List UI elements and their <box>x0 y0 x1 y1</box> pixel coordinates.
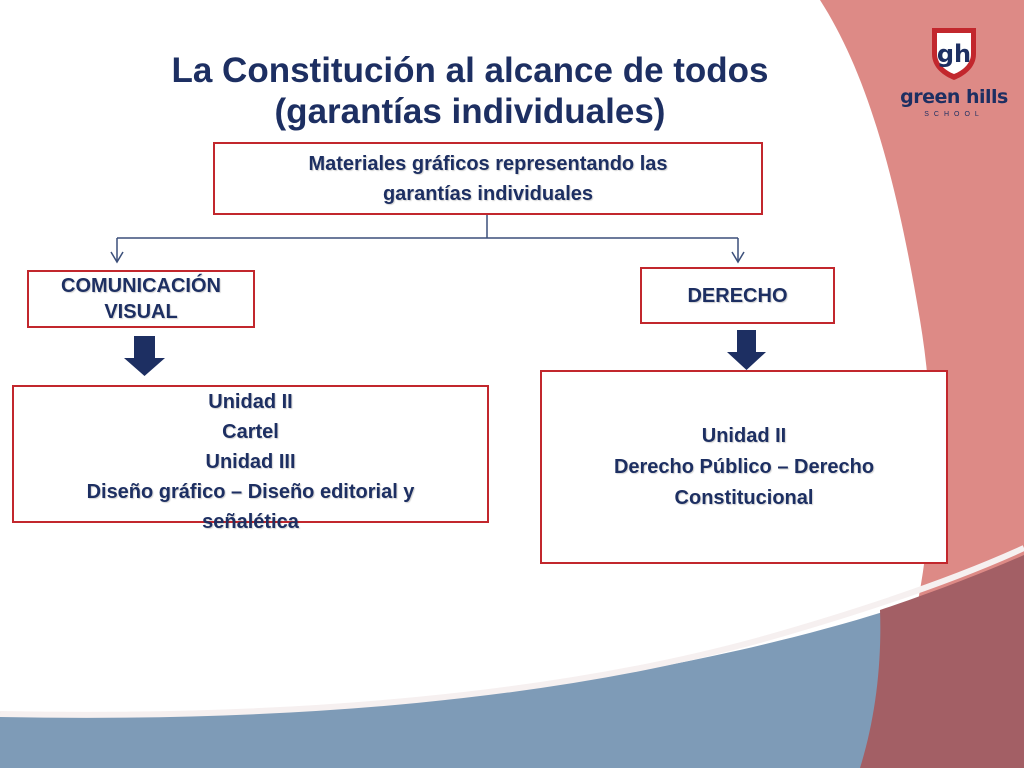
comunicacion-visual-detail <box>12 385 489 533</box>
left-detail-line: Cartel <box>222 421 279 443</box>
comunicacion-visual-node <box>27 270 255 328</box>
logo-mark-text: gh <box>936 40 972 68</box>
root-node <box>213 142 763 215</box>
right-detail-line: Unidad II <box>701 424 787 447</box>
left-detail-line: Diseño gráfico – Diseño editorial y <box>86 481 415 503</box>
left-detail-line: Unidad III <box>205 451 296 473</box>
left-detail-line: Unidad II <box>208 391 293 413</box>
derecho-detail <box>540 370 948 564</box>
right-detail-line: Constitucional <box>674 486 814 509</box>
logo-subtitle: SCHOOL <box>924 111 984 118</box>
root-line-2: garantías individuales <box>382 182 594 205</box>
right-detail-line: Derecho Público – Derecho <box>613 455 875 478</box>
left-label-line-2: VISUAL <box>104 301 178 323</box>
left-label-line-1: COMUNICACIÓN <box>61 275 221 297</box>
slide-title <box>110 50 830 132</box>
title-line-2: (garantías individuales) <box>274 92 666 131</box>
school-logo <box>898 24 1010 124</box>
right-label: DERECHO <box>687 284 788 307</box>
logo-name: green hills <box>900 86 1008 108</box>
title-line-1: La Constitución al alcance de todos <box>171 51 769 90</box>
shield-logo-icon <box>928 24 980 82</box>
left-detail-line: señalética <box>202 511 299 533</box>
root-line-1: Materiales gráficos representando las <box>308 152 668 175</box>
derecho-node <box>640 267 835 324</box>
